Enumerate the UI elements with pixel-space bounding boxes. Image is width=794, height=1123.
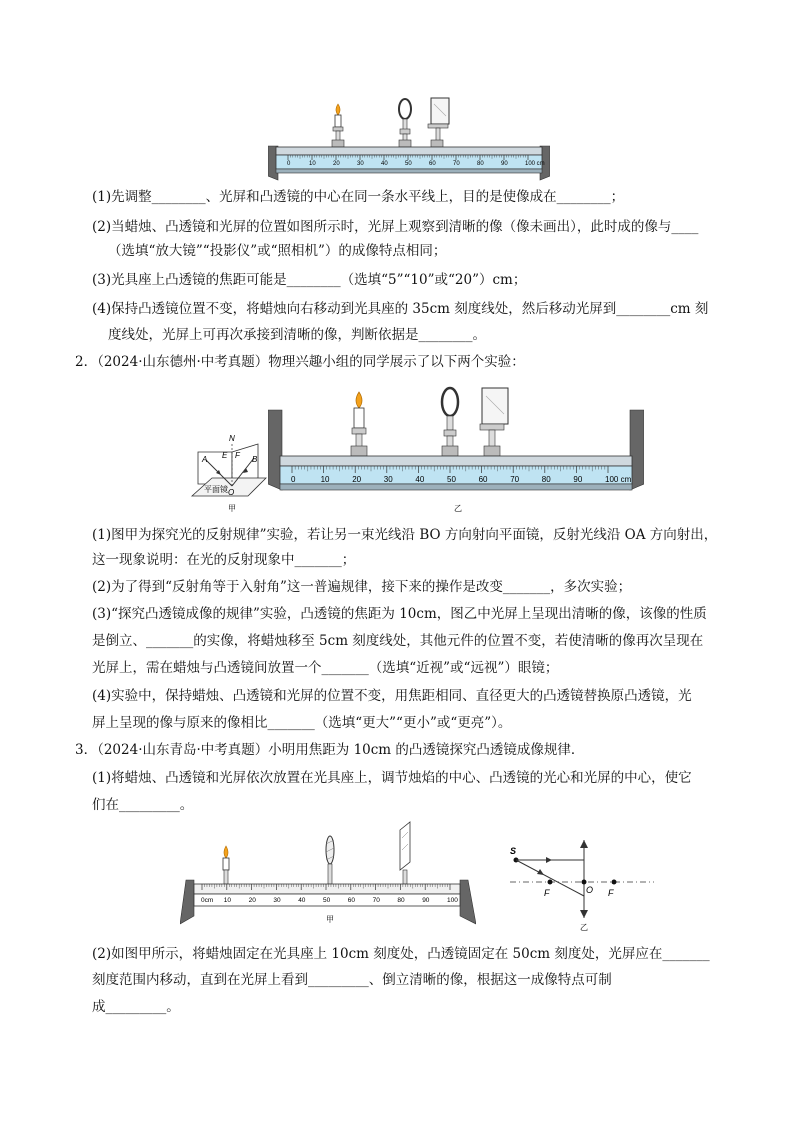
q3-part1-line2: 们在_________。 [92, 797, 194, 813]
bench-scale-label: 30 [357, 161, 364, 167]
q3-optical-bench-figure [180, 820, 476, 926]
q1-part2-line2: （选填“放大镜”“投影仪”或“照相机”）的成像特点相同； [108, 243, 447, 259]
fig-caption-jia: 甲 [326, 915, 334, 924]
q1-part2-line1: (2)当蜡烛、凸透镜和光屏的位置如图所示时，光屏上观察到清晰的像（像未画出），此时成的像与____ [92, 219, 699, 235]
q3-part1-line1: (1)将蜡烛、凸透镜和光屏依次放置在光具座上，调节烛焰的中心、凸透镜的光心和光屏的中心，使它 [92, 770, 692, 786]
q1-part4-line2: 度线处，光屏上可再次承接到清晰的像，判断依据是________。 [108, 327, 486, 343]
q2-optical-bench-figure [268, 386, 644, 516]
bench-scale-label: 80 [397, 897, 405, 904]
q1-part4-line1: (4)保持凸透镜位置不变，将蜡烛向右移动到光具座的 35cm 刻度线处，然后移动光屏到________cm 刻 [92, 301, 709, 317]
label-N: N [229, 434, 235, 443]
light-screen [428, 98, 449, 147]
fig-caption-yi: 乙 [454, 504, 462, 513]
label-O: O [586, 885, 594, 895]
bench-scale-label: 100 cm [525, 161, 545, 167]
q3-part2-line3: 成_________。 [92, 999, 180, 1015]
candle [332, 104, 344, 147]
bench-scale-label: 80 [477, 161, 484, 167]
bench-scale-label: 10 [320, 475, 330, 484]
bench-scale-label: 10 [223, 897, 232, 904]
convex-lens [442, 388, 458, 456]
light-screen [400, 822, 410, 884]
fig-caption-jia: 甲 [228, 504, 236, 513]
bench-scale-label: 40 [381, 161, 388, 167]
convex-lens [326, 836, 334, 884]
bench-scale-label: 20 [248, 897, 256, 904]
label-O: O [228, 488, 235, 497]
q3-part2-line2: 刻度范围内移动，直到在光屏上看到_________、倒立清晰的像，根据这一成像特点可制 [92, 972, 612, 988]
label-A: A [202, 455, 208, 464]
q2-part3-line2: 是倒立、_______的实像，将蜡烛移至 5cm 刻度线处，其他元件的位置不变，若使清晰的像再次呈现在 [92, 633, 704, 649]
bench-scale-label: 70 [453, 161, 460, 167]
q1-optical-bench-figure [268, 96, 550, 182]
bench-scale-label: 90 [501, 161, 508, 167]
q2-part1-line2: 这一现象说明：在光的反射现象中_______； [92, 552, 356, 568]
q1-part3: (3)光具座上凸透镜的焦距可能是________（选填“5”“10”或“20”）cm； [92, 272, 527, 288]
bench-scale-label: 0 [291, 475, 296, 484]
bench-scale-label: 50 [447, 475, 456, 484]
label-B: B [252, 455, 258, 464]
label-F-right: F [608, 888, 614, 898]
q1-part1: (1)先调整________、光屏和凸透镜的中心在同一条水平线上，目的是使像成在________； [92, 189, 625, 205]
label-S: S [510, 846, 517, 856]
q2-part3-line1: (3)“探究凸透镜成像的规律”实验，凸透镜的焦距为 10cm，图乙中光屏上呈现出清晰的像，该像的性质 [92, 606, 707, 622]
bench-scale-label: 0cm [201, 897, 214, 904]
bench-scale-label: 20 [352, 475, 362, 484]
bench-scale-label: 60 [478, 475, 488, 484]
q2-part3-line3: 光屏上，需在蜡烛与凸透镜间放置一个_______（选填“近视”或“远视”）眼镜； [92, 660, 559, 676]
q2-part2: (2)为了得到“反射角等于入射角”这一普遍规律，接下来的操作是改变_______，多次实验； [92, 579, 632, 595]
q3-ray-diagram [506, 838, 656, 934]
bench-scale-label: 80 [541, 475, 551, 484]
bench-scale-label: 0 [287, 161, 291, 167]
mirror-label: 平面镜 [204, 485, 228, 494]
bench-scale-label: 20 [333, 161, 340, 167]
label-F: F [235, 451, 240, 460]
q2-reflection-figure [188, 432, 278, 514]
bench-scale-label: 90 [573, 475, 583, 484]
q2-header: 2．（2024·山东德州·中考真题）物理兴趣小组的同学展示了以下两个实验： [75, 354, 525, 370]
q2-part4-line2: 屏上呈现的像与原来的像相比_______（选填“更大”“更小”或“更亮”）。 [92, 715, 512, 731]
candle [223, 846, 229, 884]
label-E: E [222, 451, 228, 460]
q2-part4-line1: (4)实验中，保持蜡烛、凸透镜和光屏的位置不变，用焦距相同、直径更大的凸透镜替换原凸透镜，光 [92, 688, 692, 704]
q3-header: 3．（2024·山东青岛·中考真题）小明用焦距为 10cm 的凸透镜探究凸透镜成像规律． [75, 742, 585, 758]
bench-scale-label: 10 [309, 161, 316, 167]
label-F-left: F [544, 888, 550, 898]
bench-scale-label: 60 [347, 897, 356, 904]
q2-part1-line1: (1)图甲为探究光的反射规律”实验，若让另一束光线沿 BO 方向射向平面镜，反射光线沿 OA 方向射出， [92, 527, 718, 543]
convex-lens [399, 99, 411, 147]
bench-scale-label: 90 [422, 897, 430, 904]
bench-scale-label: 50 [405, 161, 412, 167]
candle [351, 392, 367, 456]
bench-scale-label: 100 [447, 897, 458, 904]
bench-scale-label: 30 [383, 475, 393, 484]
bench-scale-label: 70 [372, 897, 380, 904]
q3-part2-line1: (2)如图甲所示，将蜡烛固定在光具座上 10cm 刻度处，凸透镜固定在 50cm 刻度处，光屏应在_______ [92, 946, 710, 962]
bench-scale-label: 70 [510, 475, 520, 484]
bench-scale-label: 50 [323, 897, 331, 904]
bench-scale-label: 60 [429, 161, 436, 167]
light-screen [480, 388, 508, 456]
bench-scale-label: 100 cm [605, 475, 632, 484]
bench-scale-label: 40 [415, 475, 425, 484]
bench-scale-label: 40 [298, 897, 306, 904]
bench-scale-label: 30 [273, 897, 281, 904]
fig-caption-yi: 乙 [580, 923, 588, 932]
